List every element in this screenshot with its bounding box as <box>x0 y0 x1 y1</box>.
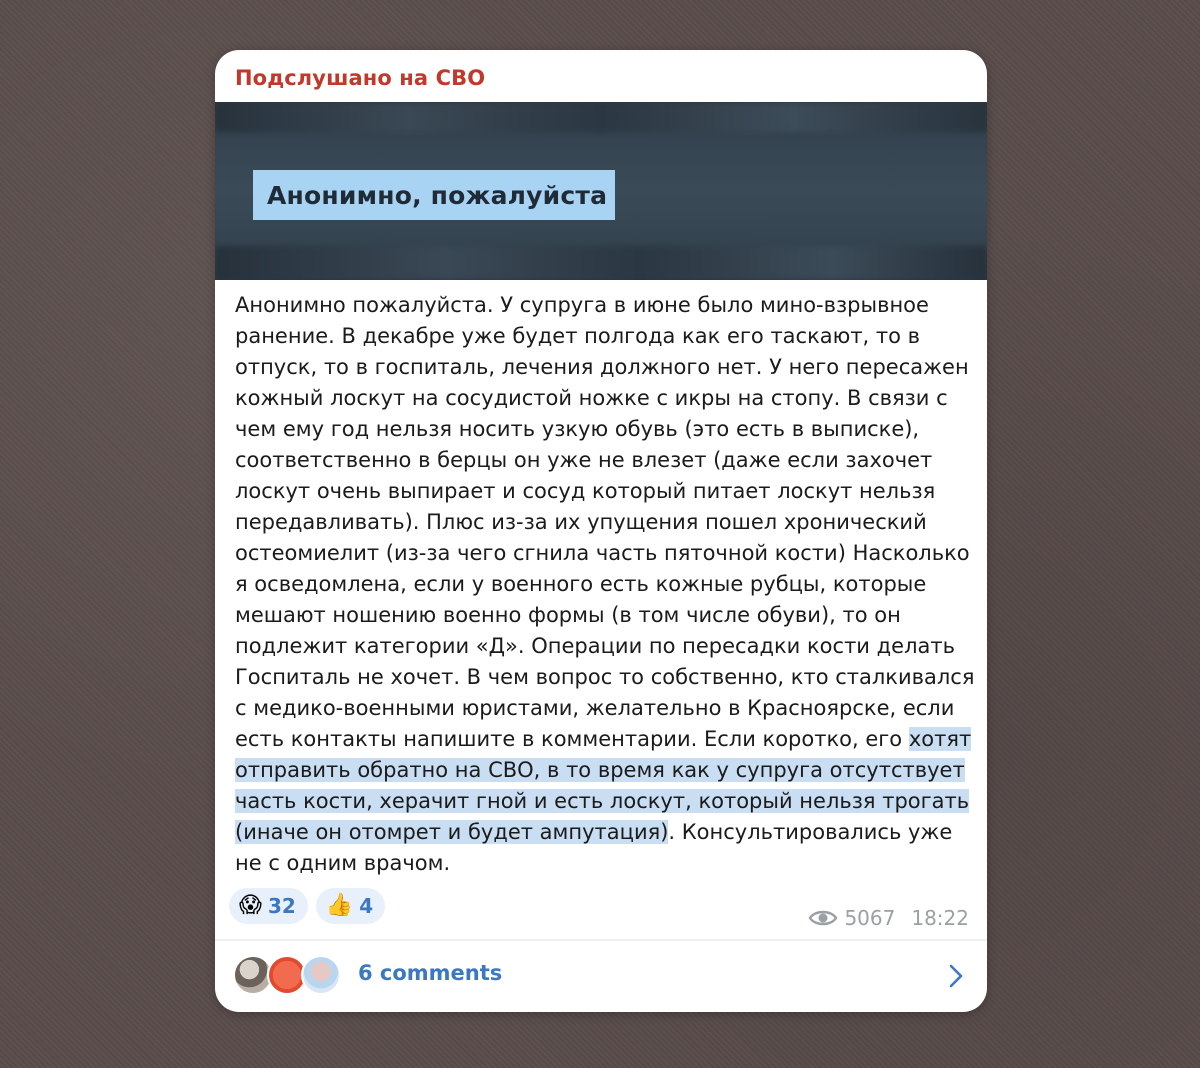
comments-bar[interactable] <box>215 941 987 1012</box>
chevron-right-icon[interactable] <box>947 963 965 989</box>
eye-icon <box>808 908 838 928</box>
banner-title: Анонимно, пожалуйста <box>267 180 608 210</box>
channel-name[interactable]: Подслушано на СВО <box>235 66 486 90</box>
reaction-count: 32 <box>267 894 296 918</box>
reactions-bar <box>229 888 385 924</box>
message-time: 18:22 <box>911 906 969 930</box>
banner-title-box <box>253 170 615 220</box>
avatar <box>301 955 341 995</box>
post-banner-image[interactable] <box>215 102 987 280</box>
message-meta <box>808 906 969 930</box>
commenter-avatars <box>233 955 343 997</box>
reaction-thumbs-up[interactable] <box>316 888 385 924</box>
reaction-scream[interactable] <box>229 888 308 924</box>
message-card <box>215 50 987 1012</box>
reaction-count: 4 <box>359 894 374 918</box>
view-count: 5067 <box>844 906 896 930</box>
post-text-part: Анонимно пожалуйста. У супруга в июне было мино-взрывное ранение. В декабре уже будет полгода как его таскают, то в отпуск, то в госпиталь, лечения должного нет. У него пересажен кожный лоскут на сосудистой ножке с икры на стопу. В связи с чем ему год нельзя носить узкую обувь (это есть в выписке), соответственно в берцы он уже не влезет (даже если захочет лоскут очень выпирает и сосуд который питает лоскут нельзя передавливать). Плюс из-за их упущения пошел хронический остеомиелит (из-за чего сгнила часть пяточной кости) Насколько я осведомлена, если у военного есть кожные рубцы, которые мешают ношению военно формы (в том числе обуви), то он подлежит категории «Д». Операции по пересадки кости делать Госпиталь не хочет. В чем вопрос то собственно, кто сталкивался с медико-военными юристами, желательно в Красноярске, если есть контакты напишите в комментарии. Если коротко, его <box>235 293 975 751</box>
scream-emoji-icon: 😱 <box>239 893 262 918</box>
selected-text: хотят отправить обратно на СВО, в то время как у супруга отсутствует часть кости, херачит гной и есть лоскут, который нельзя трогать (иначе он отомрет и будет ампутация) <box>235 727 972 844</box>
banner-blur-top <box>215 102 987 132</box>
banner-blur-bottom <box>215 246 987 280</box>
post-text <box>235 290 975 879</box>
post-text-part-end: . Консультировались уже не с одним врачом. <box>235 820 953 875</box>
comments-link[interactable]: 6 comments <box>358 961 503 985</box>
thumbs-up-emoji-icon: 👍 <box>325 893 354 918</box>
